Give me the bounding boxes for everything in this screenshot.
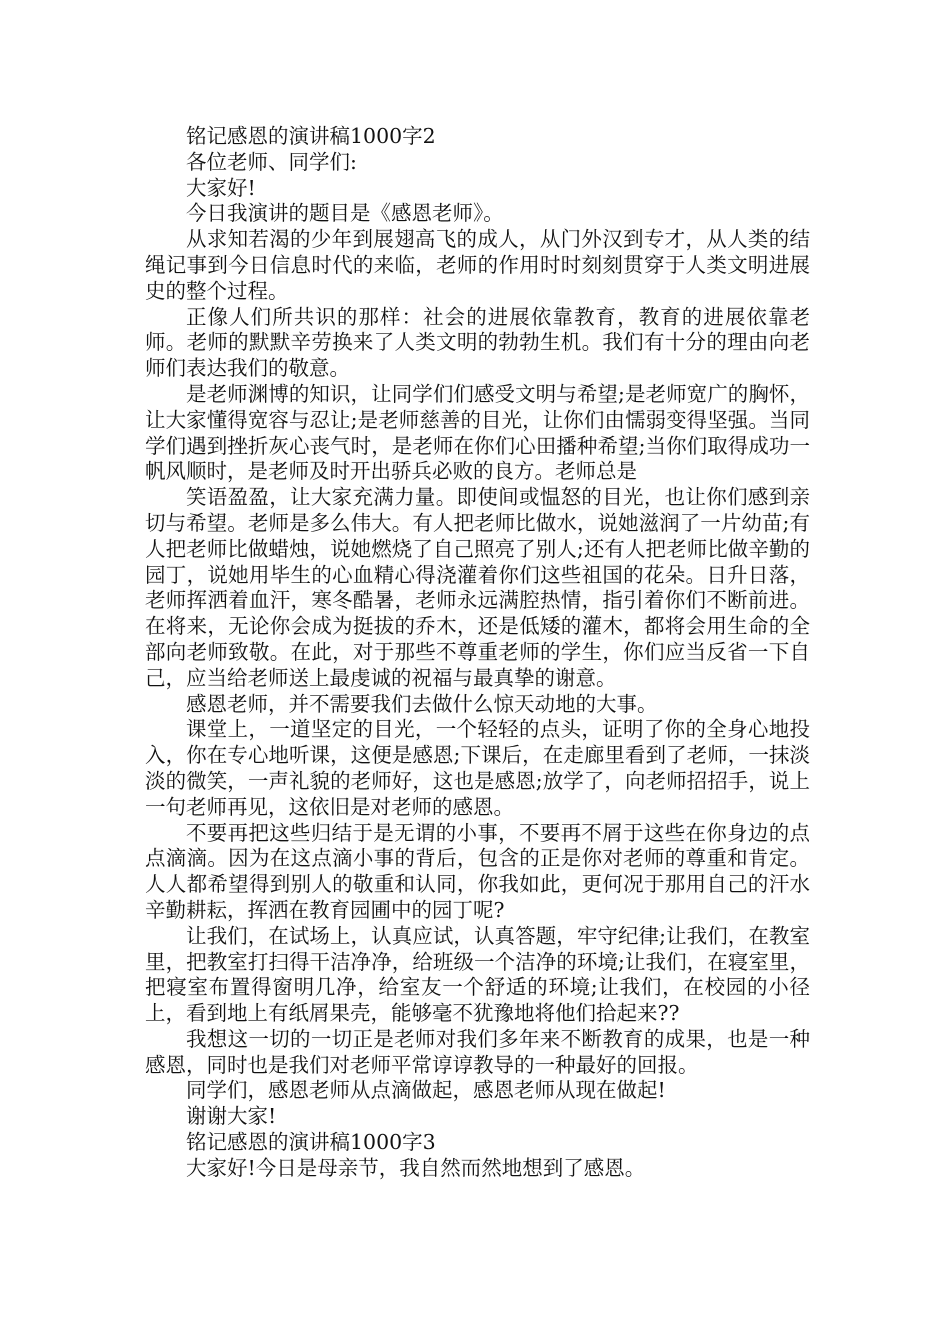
- salutation: 各位老师、同学们:: [186, 149, 357, 174]
- paragraph: 正像人们所共识的那样：社会的进展依靠教育，教育的进展依靠老师。老师的默默辛劳换来了人类文明的勃勃生机。我们有十分的理由向老师们表达我们的敬意。: [145, 304, 810, 381]
- paragraph: 感恩老师，并不需要我们去做什么惊天动地的大事。: [186, 691, 658, 716]
- paragraph: 大家好!今日是母亲节，我自然而然地想到了感恩。: [186, 1155, 646, 1180]
- paragraph: 我想这一切的一切正是老师对我们多年来不断教育的成果，也是一种感恩，同时也是我们对老师平常谆谆教导的一种最好的回报。: [145, 1026, 810, 1077]
- paragraph: 让我们，在试场上，认真应试，认真答题，牢守纪律;让我们，在教室里，把教室打扫得干洁净净，给班级一个洁净的环境;让我们，在寝室里，把寝室布置得窗明几净，给室友一个舒适的环境;让我们，在校园的小径上，看到地上有纸屑果壳，能够毫不犹豫地将他们拾起来??: [145, 923, 810, 1026]
- section-title: 铭记感恩的演讲稿1000字3: [186, 1130, 436, 1155]
- paragraph: 是老师渊博的知识，让同学们们感受文明与希望;是老师宽广的胸怀，让大家懂得宽容与忍让;是老师慈善的目光，让你们由懦弱变得坚强。当同学们遇到挫折灰心丧气时，是老师在你们心田播种希望;当你们取得成功一帆风顺时，是老师及时开出骄兵必败的良方。老师总是: [145, 381, 810, 484]
- section-title: 铭记感恩的演讲稿1000字2: [186, 124, 436, 148]
- paragraph: 不要再把这些归结于是无谓的小事，不要再不屑于这些在你身边的点点滴滴。因为在这点滴小事的背后，包含的正是你对老师的尊重和肯定。人人都希望得到别人的敬重和认同，你我如此，更何况于那用自己的汗水辛勤耕耘，挥洒在教育园圃中的园丁呢?: [145, 820, 810, 922]
- document-body: [145, 124, 810, 1182]
- paragraph: 笑语盈盈，让大家充满力量。即使间或愠怒的目光，也让你们感到亲切与希望。老师是多么伟大。有人把老师比做水，说她滋润了一片幼苗;有人把老师比做蜡烛，说她燃烧了自己照亮了别人;还有人把老师比做辛勤的园丁，说她用毕生的心血精心得浇灌着你们这些祖国的花朵。日升日落，老师挥洒着血汗，寒冬酷暑，老师永远满腔热情，指引着你们不断前进。在将来，无论你会成为挺拔的乔木，还是低矮的灌木，都将会用生命的全部向老师致敬。在此，对于那些不尊重老师的学生，你们应当反省一下自己，应当给老师送上最虔诚的祝福与最真挚的谢意。: [145, 485, 810, 690]
- closing: 谢谢大家!: [186, 1104, 277, 1129]
- paragraph: 从求知若渴的少年到展翅高飞的成人，从门外汉到专才，从人类的结绳记事到今日信息时代的来临，老师的作用时时刻刻贯穿于人类文明进展史的整个过程。: [145, 227, 810, 303]
- greeting: 大家好!: [186, 175, 256, 200]
- paragraph: 同学们，感恩老师从点滴做起，感恩老师从现在做起!: [186, 1078, 666, 1103]
- paragraph: 今日我演讲的题目是《感恩老师》。: [186, 201, 504, 226]
- paragraph: 课堂上，一道坚定的目光，一个轻轻的点头，证明了你的全身心地投入，你在专心地听课，这便是感恩;下课后，在走廊里看到了老师，一抹淡淡的微笑，一声礼貌的老师好，这也是感恩;放学了，向老师招招手，说上一句老师再见，这依旧是对老师的感恩。: [145, 717, 810, 819]
